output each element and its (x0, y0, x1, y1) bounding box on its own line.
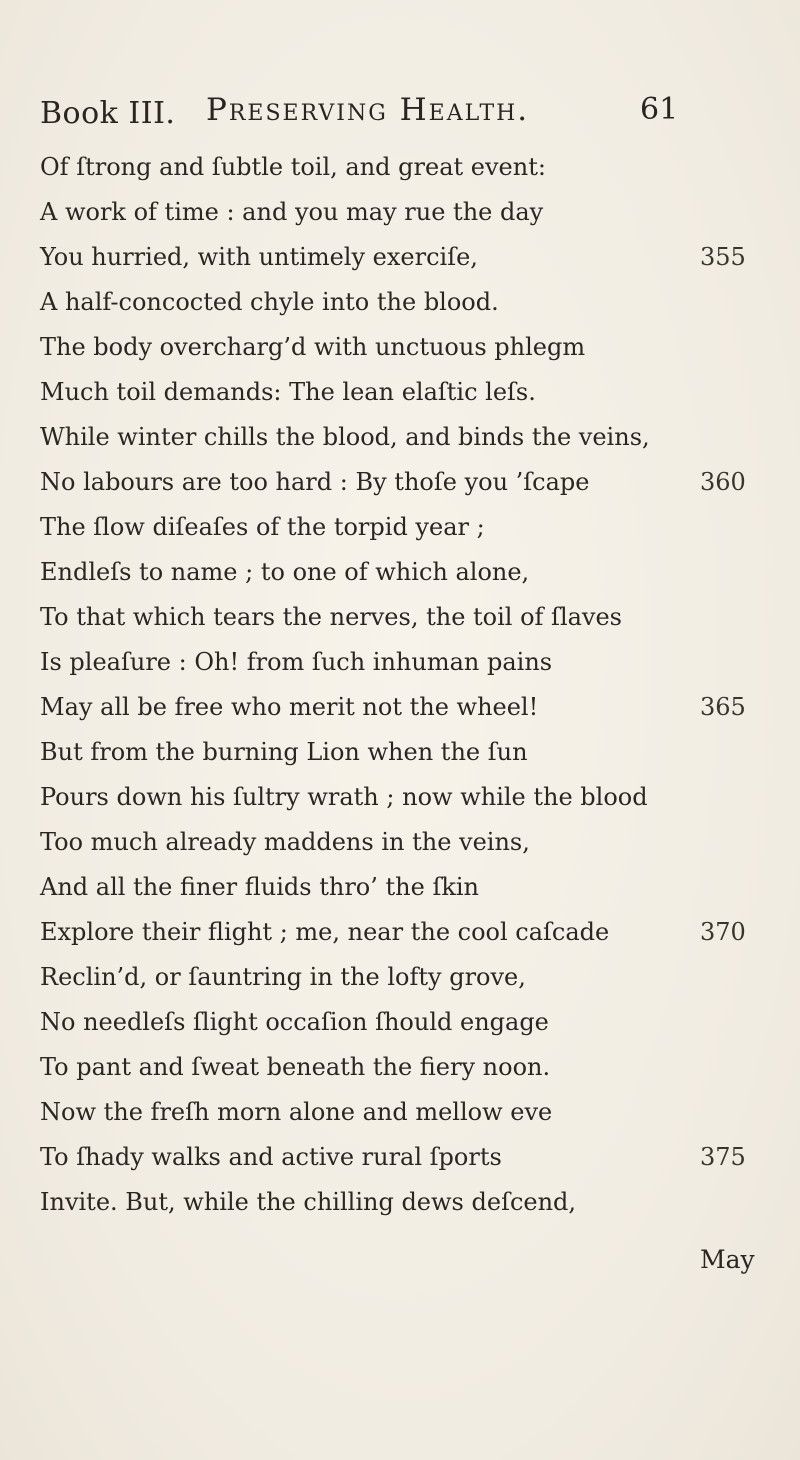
line-text: May all be free who merit not the wheel! (40, 693, 539, 721)
verse-line (0, 1140, 800, 1186)
verse-line (0, 780, 800, 826)
line-text: Now the freſh morn alone and mellow eve (40, 1098, 553, 1126)
verse-line (0, 960, 800, 1006)
verse-line (0, 420, 800, 466)
line-text: To ſhady walks and active rural ſports (40, 1143, 502, 1171)
line-text: Endleſs to name ; to one of which alone, (40, 558, 530, 586)
line-text: The body overcharg’d with unctuous phlegm (40, 333, 586, 361)
verse-line (0, 915, 800, 961)
line-text: Reclin’d, or ſauntring in the lofty grove, (40, 963, 526, 991)
verse-line (0, 375, 800, 421)
verse-line (0, 1050, 800, 1096)
line-text: Pours down his ſultry wrath ; now while the blood (40, 783, 648, 811)
verse-line (0, 645, 800, 691)
line-number: 375 (700, 1143, 746, 1171)
line-text: And all the finer fluids thro’ the ſkin (40, 873, 479, 901)
verse-line (0, 555, 800, 601)
book-label: Book III. (40, 96, 176, 131)
verse-line (0, 1005, 800, 1051)
verse-line (0, 870, 800, 916)
catchword: May (700, 1245, 755, 1274)
verse-line (0, 465, 800, 511)
verse-line (0, 600, 800, 646)
line-text: No needleſs ſlight occaſion ſhould engage (40, 1008, 549, 1036)
line-text: To that which tears the nerves, the toil of ſlaves (40, 603, 622, 631)
line-number: 355 (700, 243, 746, 271)
verse-line (0, 150, 800, 196)
verse-line (0, 1095, 800, 1141)
verse-line (0, 330, 800, 376)
line-text: But from the burning Lion when the ſun (40, 738, 528, 766)
line-text: To pant and ſweat beneath the fiery noon. (40, 1053, 551, 1081)
line-text: Much toil demands: The lean elaſtic leſs. (40, 378, 536, 406)
line-text: You hurried, with untimely exerciſe, (40, 243, 478, 271)
verse-line (0, 1185, 800, 1231)
line-text: A work of time : and you may rue the day (40, 198, 544, 226)
verse-line (0, 240, 800, 286)
line-text: A half-concocted chyle into the blood. (40, 288, 499, 316)
verse-line (0, 690, 800, 736)
verse-line (0, 825, 800, 871)
line-text: Is pleaſure : Oh! from ſuch inhuman pains (40, 648, 553, 676)
line-text: No labours are too hard : By thoſe you ’ſcape (40, 468, 590, 496)
line-number: 360 (700, 468, 746, 496)
verse-line (0, 510, 800, 556)
line-text: Explore their flight ; me, near the cool caſcade (40, 918, 610, 946)
page-header (0, 0, 800, 140)
verse-line (0, 735, 800, 781)
running-title: Preserving Health. (206, 92, 530, 128)
line-number: 365 (700, 693, 746, 721)
line-number: 370 (700, 918, 746, 946)
page-number: 61 (640, 92, 679, 127)
verse-line (0, 195, 800, 241)
line-text: The ſlow diſeaſes of the torpid year ; (40, 513, 485, 541)
line-text: Of ſtrong and ſubtle toil, and great event: (40, 153, 546, 181)
line-text: While winter chills the blood, and binds the veins, (40, 423, 650, 451)
line-text: Too much already maddens in the veins, (40, 828, 530, 856)
line-text: Invite. But, while the chilling dews deſcend, (40, 1188, 577, 1216)
verse-line (0, 285, 800, 331)
